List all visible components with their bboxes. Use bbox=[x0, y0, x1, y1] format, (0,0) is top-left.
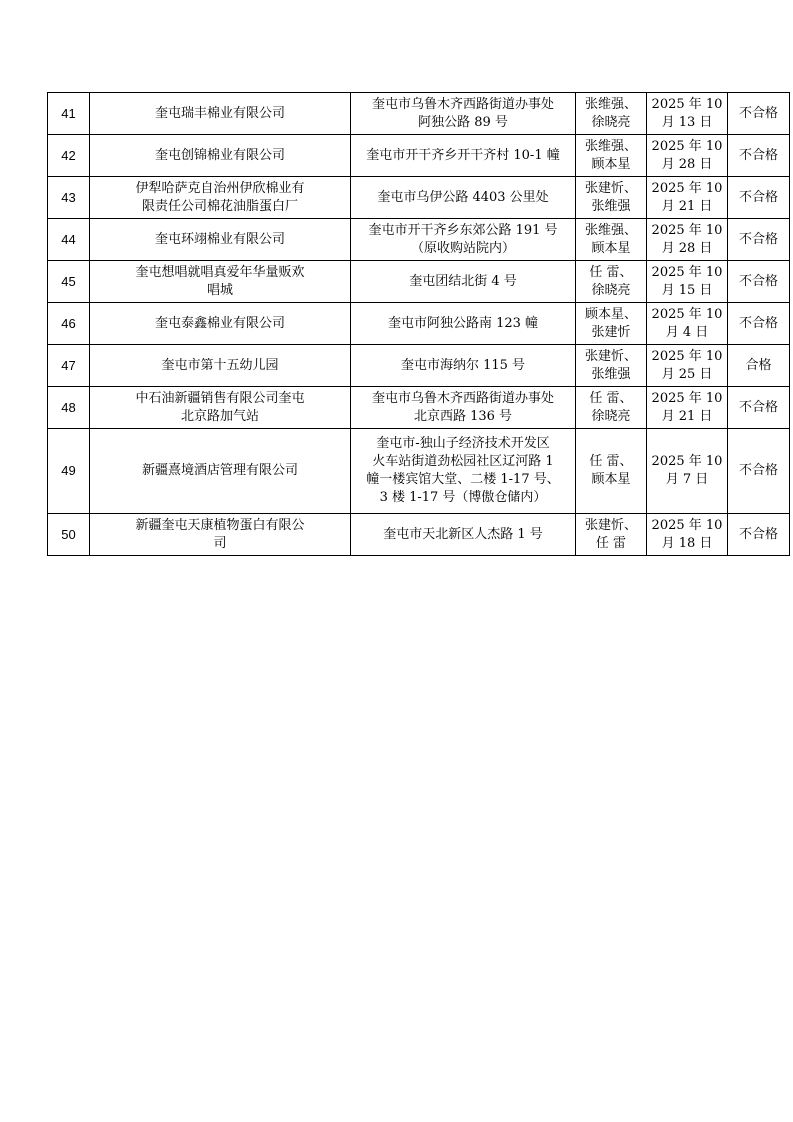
inspection-date: 2025 年 10 月 21 日 bbox=[647, 177, 728, 219]
inspection-date: 2025 年 10 月 13 日 bbox=[647, 93, 728, 135]
company-name: 中石油新疆销售有限公司奎屯 北京路加气站 bbox=[90, 387, 351, 429]
company-name: 奎屯市第十五幼儿园 bbox=[90, 345, 351, 387]
row-number: 45 bbox=[48, 261, 90, 303]
inspection-results-table bbox=[47, 92, 790, 556]
inspection-result: 不合格 bbox=[728, 93, 790, 135]
row-number: 44 bbox=[48, 219, 90, 261]
inspection-result: 不合格 bbox=[728, 514, 790, 556]
inspection-date: 2025 年 10 月 7 日 bbox=[647, 429, 728, 514]
inspection-date: 2025 年 10 月 15 日 bbox=[647, 261, 728, 303]
table-row bbox=[48, 303, 790, 345]
company-name: 新疆奎屯天康植物蛋白有限公 司 bbox=[90, 514, 351, 556]
inspectors: 张维强、 徐晓亮 bbox=[576, 93, 647, 135]
inspectors: 张维强、 顾本星 bbox=[576, 135, 647, 177]
row-number: 41 bbox=[48, 93, 90, 135]
inspection-result: 不合格 bbox=[728, 429, 790, 514]
address: 奎屯市海纳尔 115 号 bbox=[351, 345, 576, 387]
table-row bbox=[48, 219, 790, 261]
inspectors: 顾本星、 张建忻 bbox=[576, 303, 647, 345]
company-name: 奎屯想唱就唱真爱年华量贩欢 唱城 bbox=[90, 261, 351, 303]
table-row bbox=[48, 261, 790, 303]
company-name: 奎屯环翊棉业有限公司 bbox=[90, 219, 351, 261]
address: 奎屯市乌伊公路 4403 公里处 bbox=[351, 177, 576, 219]
inspection-result: 不合格 bbox=[728, 303, 790, 345]
inspection-date: 2025 年 10 月 28 日 bbox=[647, 135, 728, 177]
table-row bbox=[48, 514, 790, 556]
address: 奎屯市开干齐乡东郊公路 191 号 （原收购站院内） bbox=[351, 219, 576, 261]
address: 奎屯市天北新区人杰路 1 号 bbox=[351, 514, 576, 556]
table-row bbox=[48, 429, 790, 514]
table-row bbox=[48, 135, 790, 177]
company-name: 奎屯泰鑫棉业有限公司 bbox=[90, 303, 351, 345]
inspection-result: 不合格 bbox=[728, 219, 790, 261]
table-row bbox=[48, 177, 790, 219]
row-number: 42 bbox=[48, 135, 90, 177]
address: 奎屯市-独山子经济技术开发区 火车站街道劲松园社区辽河路 1 幢一楼宾馆大堂、二楼 1-17 号、 3 楼 1-17 号（博傲仓储内） bbox=[351, 429, 576, 514]
table-row bbox=[48, 387, 790, 429]
inspection-result: 不合格 bbox=[728, 177, 790, 219]
address: 奎屯市阿独公路南 123 幢 bbox=[351, 303, 576, 345]
row-number: 48 bbox=[48, 387, 90, 429]
inspection-date: 2025 年 10 月 18 日 bbox=[647, 514, 728, 556]
inspection-result: 合格 bbox=[728, 345, 790, 387]
row-number: 49 bbox=[48, 429, 90, 514]
table-row bbox=[48, 345, 790, 387]
company-name: 新疆熹境酒店管理有限公司 bbox=[90, 429, 351, 514]
company-name: 奎屯创锦棉业有限公司 bbox=[90, 135, 351, 177]
inspection-date: 2025 年 10 月 25 日 bbox=[647, 345, 728, 387]
inspection-date: 2025 年 10 月 4 日 bbox=[647, 303, 728, 345]
row-number: 43 bbox=[48, 177, 90, 219]
inspection-date: 2025 年 10 月 28 日 bbox=[647, 219, 728, 261]
address: 奎屯市乌鲁木齐西路街道办事处 阿独公路 89 号 bbox=[351, 93, 576, 135]
address: 奎屯团结北街 4 号 bbox=[351, 261, 576, 303]
company-name: 伊犁哈萨克自治州伊欣棉业有 限责任公司棉花油脂蛋白厂 bbox=[90, 177, 351, 219]
inspectors: 任 雷、 顾本星 bbox=[576, 429, 647, 514]
inspection-result: 不合格 bbox=[728, 135, 790, 177]
inspectors: 张建忻、 任 雷 bbox=[576, 514, 647, 556]
inspection-result: 不合格 bbox=[728, 261, 790, 303]
table-row bbox=[48, 93, 790, 135]
inspection-date: 2025 年 10 月 21 日 bbox=[647, 387, 728, 429]
row-number: 50 bbox=[48, 514, 90, 556]
row-number: 46 bbox=[48, 303, 90, 345]
table-body bbox=[48, 93, 790, 556]
company-name: 奎屯瑞丰棉业有限公司 bbox=[90, 93, 351, 135]
inspectors: 任 雷、 徐晓亮 bbox=[576, 261, 647, 303]
inspectors: 任 雷、 徐晓亮 bbox=[576, 387, 647, 429]
inspectors: 张维强、 顾本星 bbox=[576, 219, 647, 261]
inspection-result: 不合格 bbox=[728, 387, 790, 429]
address: 奎屯市乌鲁木齐西路街道办事处 北京西路 136 号 bbox=[351, 387, 576, 429]
address: 奎屯市开干齐乡开干齐村 10-1 幢 bbox=[351, 135, 576, 177]
row-number: 47 bbox=[48, 345, 90, 387]
inspectors: 张建忻、 张维强 bbox=[576, 345, 647, 387]
inspectors: 张建忻、 张维强 bbox=[576, 177, 647, 219]
